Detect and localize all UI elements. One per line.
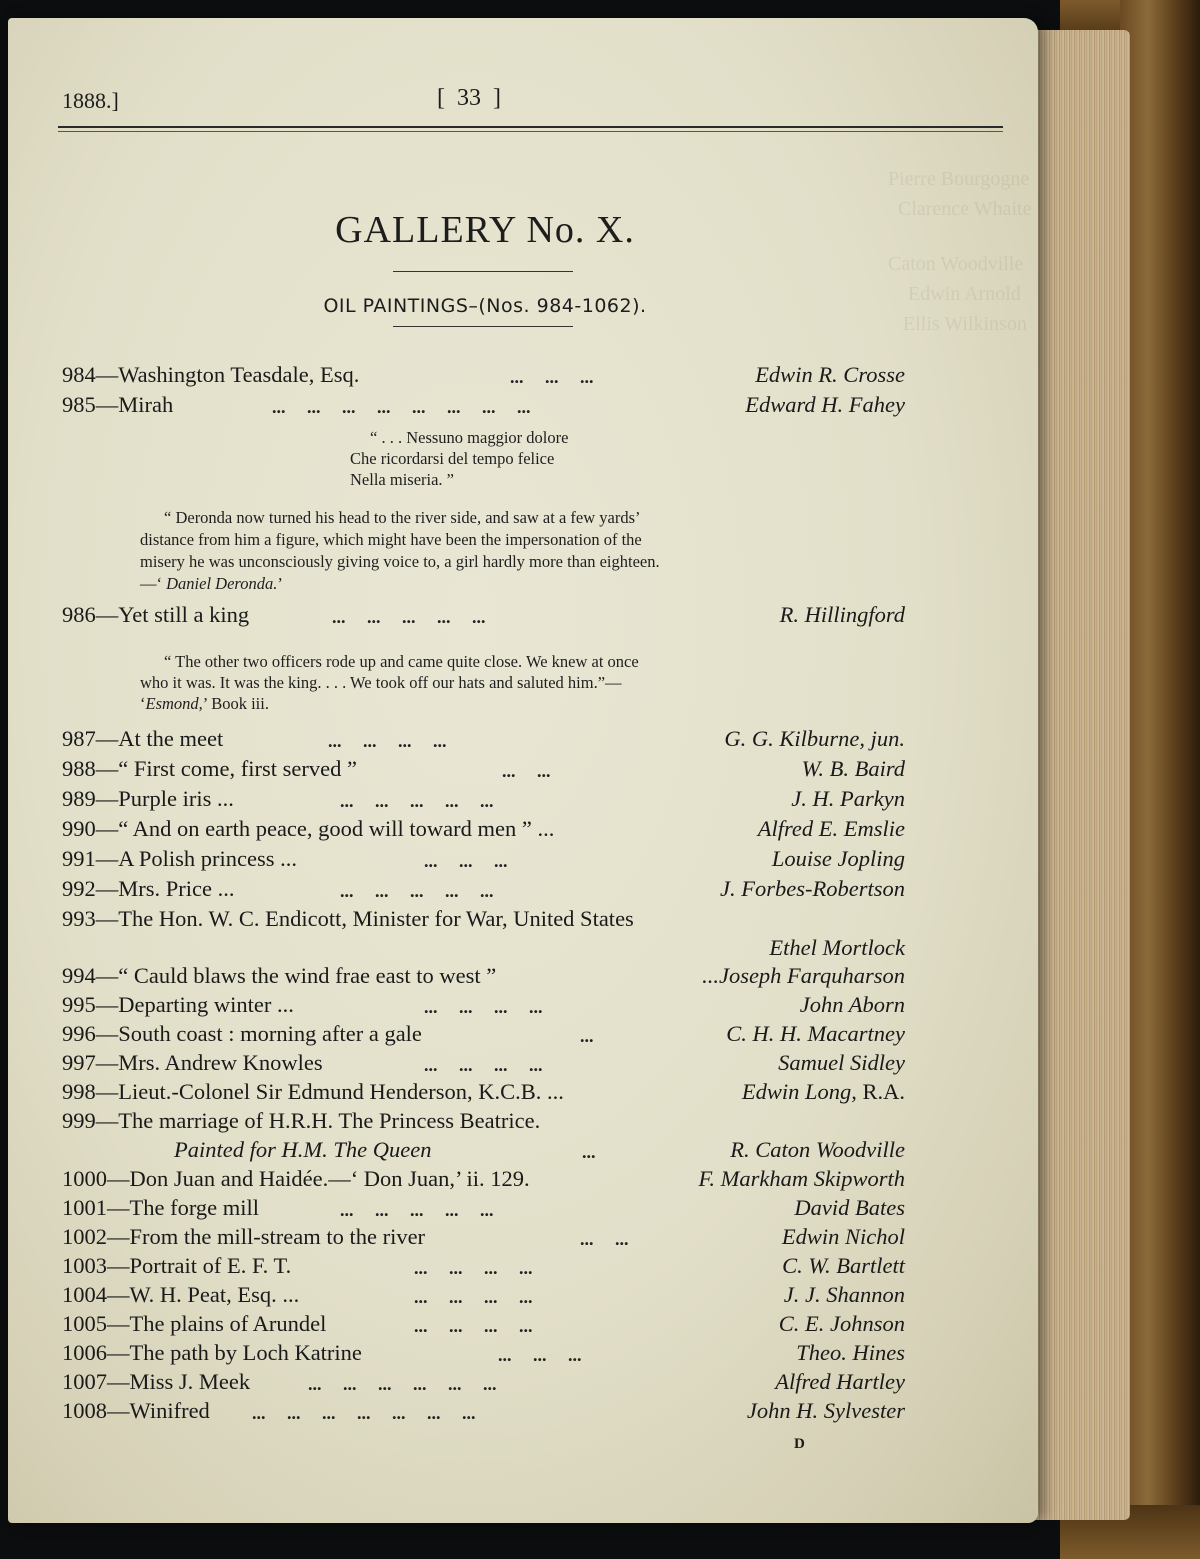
entry-artist: G. G. Kilburne, jun. — [724, 726, 905, 751]
signature-mark: D — [794, 1436, 805, 1452]
entry-artist: David Bates — [794, 1195, 905, 1220]
dot-leader: ... ... ... ... ... — [340, 1200, 494, 1220]
entry-artist: ...Joseph Farquharson — [702, 963, 905, 988]
catalogue-entry — [62, 1369, 905, 1399]
section-subtitle: OIL PAINTINGS–(Nos. 984-1062). — [323, 295, 647, 317]
book-page: Pierre Bourgogne Clarence Whaite Caton Woodville Edwin Arnold Ellis Wilkinson — [8, 18, 1038, 1523]
quote-source — [140, 574, 283, 594]
catalogue-entry — [62, 1021, 905, 1051]
dot-leader: ... — [582, 1142, 596, 1162]
artist-suffix: R.A. — [856, 1079, 905, 1104]
book-cover-edge — [1120, 0, 1200, 1559]
entry-title: 1000—Don Juan and Haidée.—‘ Don Juan,’ ii. 129. — [62, 1166, 530, 1191]
header-year: 1888.] — [62, 88, 119, 113]
entry-artist: C. H. H. Macartney — [726, 1021, 905, 1046]
catalogue-entry — [62, 1398, 905, 1428]
page-number: [ 33 ] — [437, 85, 501, 111]
header-rule-thin — [58, 131, 1003, 132]
entry-title: 990—“ And on earth peace, good will toward men ” ... — [62, 816, 555, 841]
entry-title: 1005—The plains of Arundel — [62, 1311, 327, 1336]
entry-title: 1004—W. H. Peat, Esq. ... — [62, 1282, 300, 1307]
quote-line: distance from him a figure, which might have been the impersonation of the — [140, 530, 642, 549]
entry-title: 986—Yet still a king — [62, 602, 250, 627]
entry-artist: R. Hillingford — [779, 602, 905, 627]
entry-title: 996—South coast : morning after a gale — [62, 1021, 422, 1046]
catalogue-entry — [62, 786, 905, 816]
entry-artist: R. Caton Woodville — [730, 1137, 905, 1162]
catalogue-entry — [62, 846, 905, 876]
entry-artist: J. H. Parkyn — [791, 786, 905, 811]
quote-line: misery he was unconsciously giving voice to, a girl hardly more than eighteen. — [140, 552, 660, 571]
catalogue-entry — [62, 1282, 905, 1312]
catalogue-entry — [62, 1311, 905, 1341]
entry-artist: Alfred E. Emslie — [757, 816, 905, 841]
dot-leader: ... ... — [502, 761, 551, 781]
catalogue-entry — [62, 1253, 905, 1283]
catalogue-entry — [62, 1108, 905, 1138]
entry-title: 988—“ First come, first served ” — [62, 756, 357, 781]
catalogue-entry — [62, 362, 905, 392]
catalogue-entry-continuation — [62, 1137, 905, 1167]
catalogue-entry — [62, 876, 905, 906]
quote-line: “ Deronda now turned his head to the river side, and saw at a few yards’ — [164, 508, 641, 527]
entry-artist: F. Markham Skipworth — [698, 1166, 905, 1191]
entry-title: 1002—From the mill-stream to the river — [62, 1224, 426, 1249]
entry-artist: Edwin Nichol — [781, 1224, 905, 1249]
quote-source-suffix: ’ — [277, 574, 283, 593]
dot-leader: ... ... ... ... ... — [340, 791, 494, 811]
entry-artist: Edward H. Fahey — [745, 392, 905, 417]
entry-artist: W. B. Baird — [801, 756, 905, 781]
catalogue-entry — [62, 1340, 905, 1370]
entry-artist: Edwin R. Crosse — [755, 362, 905, 387]
artist-name: Edwin Long, — [741, 1079, 857, 1104]
subtitle-rule — [393, 326, 573, 327]
entry-artist: Louise Jopling — [771, 846, 905, 871]
entry-title: 994—“ Cauld blaws the wind frae east to west ” — [62, 963, 497, 988]
catalogue-entry — [62, 1224, 905, 1254]
catalogue-entry — [62, 392, 905, 422]
catalogue-entry — [62, 726, 905, 756]
dot-leader: ... ... ... ... — [414, 1287, 533, 1307]
entry-artist: Theo. Hines — [796, 1340, 905, 1365]
entry-title: 987—At the meet — [62, 726, 224, 751]
quote-line: “ The other two officers rode up and came quite close. We knew at once — [164, 652, 639, 671]
quote-line: Che ricordarsi del tempo felice — [350, 449, 555, 468]
dot-leader: ... ... ... ... — [424, 1055, 543, 1075]
dot-leader: ... ... ... ... — [424, 997, 543, 1017]
entry-title: 992—Mrs. Price ... — [62, 876, 235, 901]
dot-leader: ... ... ... ... ... — [332, 607, 486, 627]
entry-title: Painted for H.M. The Queen — [174, 1137, 432, 1162]
quote-line: who it was. It was the king. . . . We took off our hats and saluted him.”— — [140, 673, 622, 692]
catalogue-entry — [62, 906, 905, 936]
catalogue-entry — [62, 963, 905, 993]
entry-artist: J. Forbes-Robertson — [720, 876, 905, 901]
entry-artist: C. E. Johnson — [778, 1311, 905, 1336]
entry-title: 993—The Hon. W. C. Endicott, Minister for War, United States — [62, 906, 634, 931]
dot-leader: ... ... ... — [424, 851, 508, 871]
entry-title: 995—Departing winter ... — [62, 992, 294, 1017]
title-rule — [393, 271, 573, 272]
quote-line: Nella miseria. ” — [350, 470, 454, 489]
entry-artist: Ethel Mortlock — [769, 935, 905, 960]
entry-title: 989—Purple iris ... — [62, 786, 234, 811]
entry-title: 998—Lieut.-Colonel Sir Edmund Henderson, K.C.B. ... — [62, 1079, 564, 1104]
entry-title: 985—Mirah — [62, 392, 174, 417]
catalogue-entry-continuation — [62, 935, 905, 965]
entry-title: 999—The marriage of H.R.H. The Princess Beatrice. — [62, 1108, 541, 1133]
catalogue-entry — [62, 816, 905, 846]
entry-title: 1008—Winifred — [62, 1398, 210, 1423]
catalogue-entry — [62, 992, 905, 1022]
entry-artist: John H. Sylvester — [746, 1398, 905, 1423]
entry-artist — [742, 1079, 905, 1105]
dot-leader: ... ... ... ... — [414, 1316, 533, 1336]
dot-leader: ... ... — [580, 1229, 629, 1249]
entry-artist: J. J. Shannon — [783, 1282, 905, 1307]
dot-leader: ... ... ... ... ... ... ... ... — [272, 397, 531, 417]
entry-artist: Alfred Hartley — [775, 1369, 905, 1394]
dot-leader: ... ... ... ... ... ... — [308, 1374, 497, 1394]
quote-source-prefix: ‘ — [140, 694, 146, 713]
catalogue-entry — [62, 602, 905, 632]
catalogue-entry — [62, 756, 905, 786]
catalogue-entry — [62, 1079, 905, 1109]
entry-title: 1001—The forge mill — [62, 1195, 260, 1220]
entry-title: 1007—Miss J. Meek — [62, 1369, 251, 1394]
dot-leader: ... ... ... ... — [414, 1258, 533, 1278]
entry-title: 984—Washington Teasdale, Esq. — [62, 362, 360, 387]
entry-artist: C. W. Bartlett — [782, 1253, 905, 1278]
dot-leader: ... ... ... — [510, 367, 594, 387]
entry-title: 997—Mrs. Andrew Knowles — [62, 1050, 323, 1075]
dot-leader: ... ... ... ... — [328, 731, 447, 751]
entry-artist: Samuel Sidley — [778, 1050, 905, 1075]
dot-leader: ... ... ... ... ... ... ... — [252, 1403, 476, 1423]
dot-leader: ... — [580, 1026, 594, 1046]
catalogue-entry — [62, 1050, 905, 1080]
entry-title: 991—A Polish princess ... — [62, 846, 298, 871]
header-rule — [58, 126, 1003, 128]
entry-title: 1006—The path by Loch Katrine — [62, 1340, 362, 1365]
catalogue-entry — [62, 1166, 905, 1196]
quote-line: “ . . . Nessuno maggior dolore — [370, 428, 569, 447]
entry-artist: John Aborn — [799, 992, 905, 1017]
quote-source-prefix: —‘ — [140, 574, 162, 593]
entry-title: 1003—Portrait of E. F. T. — [62, 1253, 292, 1278]
quote-source-title: Daniel Deronda. — [166, 574, 278, 593]
dot-leader: ... ... ... ... ... — [340, 881, 494, 901]
quote-source — [140, 694, 269, 714]
quote-source-title: Esmond, — [145, 694, 203, 713]
gallery-title: GALLERY No. X. — [335, 209, 635, 251]
quote-source-suffix: ’ Book iii. — [202, 694, 269, 713]
catalogue-entry — [62, 1195, 905, 1225]
dot-leader: ... ... ... — [498, 1345, 582, 1365]
